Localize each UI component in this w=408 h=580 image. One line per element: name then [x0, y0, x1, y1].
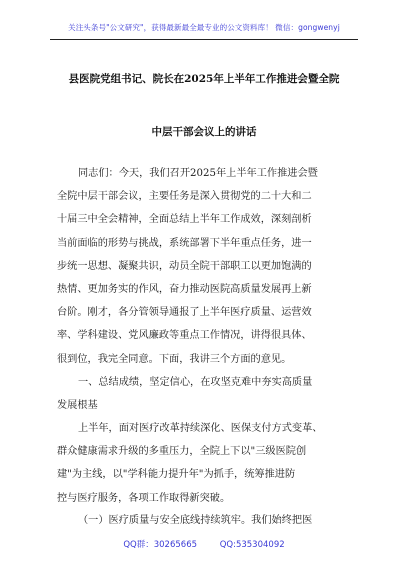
- header-banner: 关注头条号"公文研究"，获得最新最全最专业的公文资料库！ 微信：gongwenyj: [68, 23, 340, 32]
- text-line: 一、总结成绩，坚定信心，在攻坚克难中夯实高质量: [78, 377, 313, 388]
- text-line: 同志们：今天，我们召开2025年上半年工作推进会暨: [78, 168, 318, 179]
- text-line: 建"为主线，以"学科能力提升年"为抓手，统筹推进防: [57, 469, 296, 481]
- text-line: （一）医疗质量与安全底线持续筑牢。我们始终把医: [78, 515, 313, 526]
- text-line: 全院中层干部会议，主要任务是深入贯彻党的二十大和二: [57, 191, 312, 203]
- section-heading-1: [57, 371, 353, 417]
- text-line: 十届三中全会精神，全面总结上半年工作成效，深刻剖析: [57, 214, 312, 226]
- document-title-line-1: 县医院党组书记、院长在2025年上半年工作推进会暨全院: [68, 73, 340, 85]
- text-line: 台阶。刚才，各分管领导通报了上半年医疗质量、运营效: [57, 307, 312, 319]
- footer-contact: [0, 538, 408, 550]
- footer-qq-group: QQ群：30265665: [123, 540, 198, 550]
- sub-heading-1: [57, 509, 353, 532]
- text-line: 步统一思想、凝聚共识，动员全院干部职工以更加饱满的: [57, 260, 312, 272]
- text-line: 上半年，面对医疗改革持续深化、医保支付方式变革、: [78, 423, 323, 434]
- text-line: 当前面临的形势与挑战，系统部署下半年重点任务，进一: [57, 237, 312, 249]
- text-line: 率、学科建设、党风廉政等重点工作情况，讲得很具体、: [57, 330, 312, 342]
- paragraph-opening: [57, 162, 353, 371]
- text-line: 群众健康需求升级的多重压力，全院上下以"三级医院创: [57, 446, 307, 458]
- text-line: 热情、更加务实的作风，奋力推动医院高质量发展再上新: [57, 284, 312, 296]
- header-divider: [50, 39, 358, 40]
- text-line: 发展根基: [57, 400, 98, 412]
- document-title-line-2: 中层干部会议上的讲话: [151, 126, 257, 138]
- text-line: 控与医疗服务，各项工作取得新突破。: [57, 492, 231, 504]
- paragraph-first-half-summary: [57, 417, 353, 510]
- text-line: 很到位，我完全同意。下面，我讲三个方面的意见。: [57, 353, 292, 365]
- footer-qq: QQ:535304092: [219, 540, 285, 550]
